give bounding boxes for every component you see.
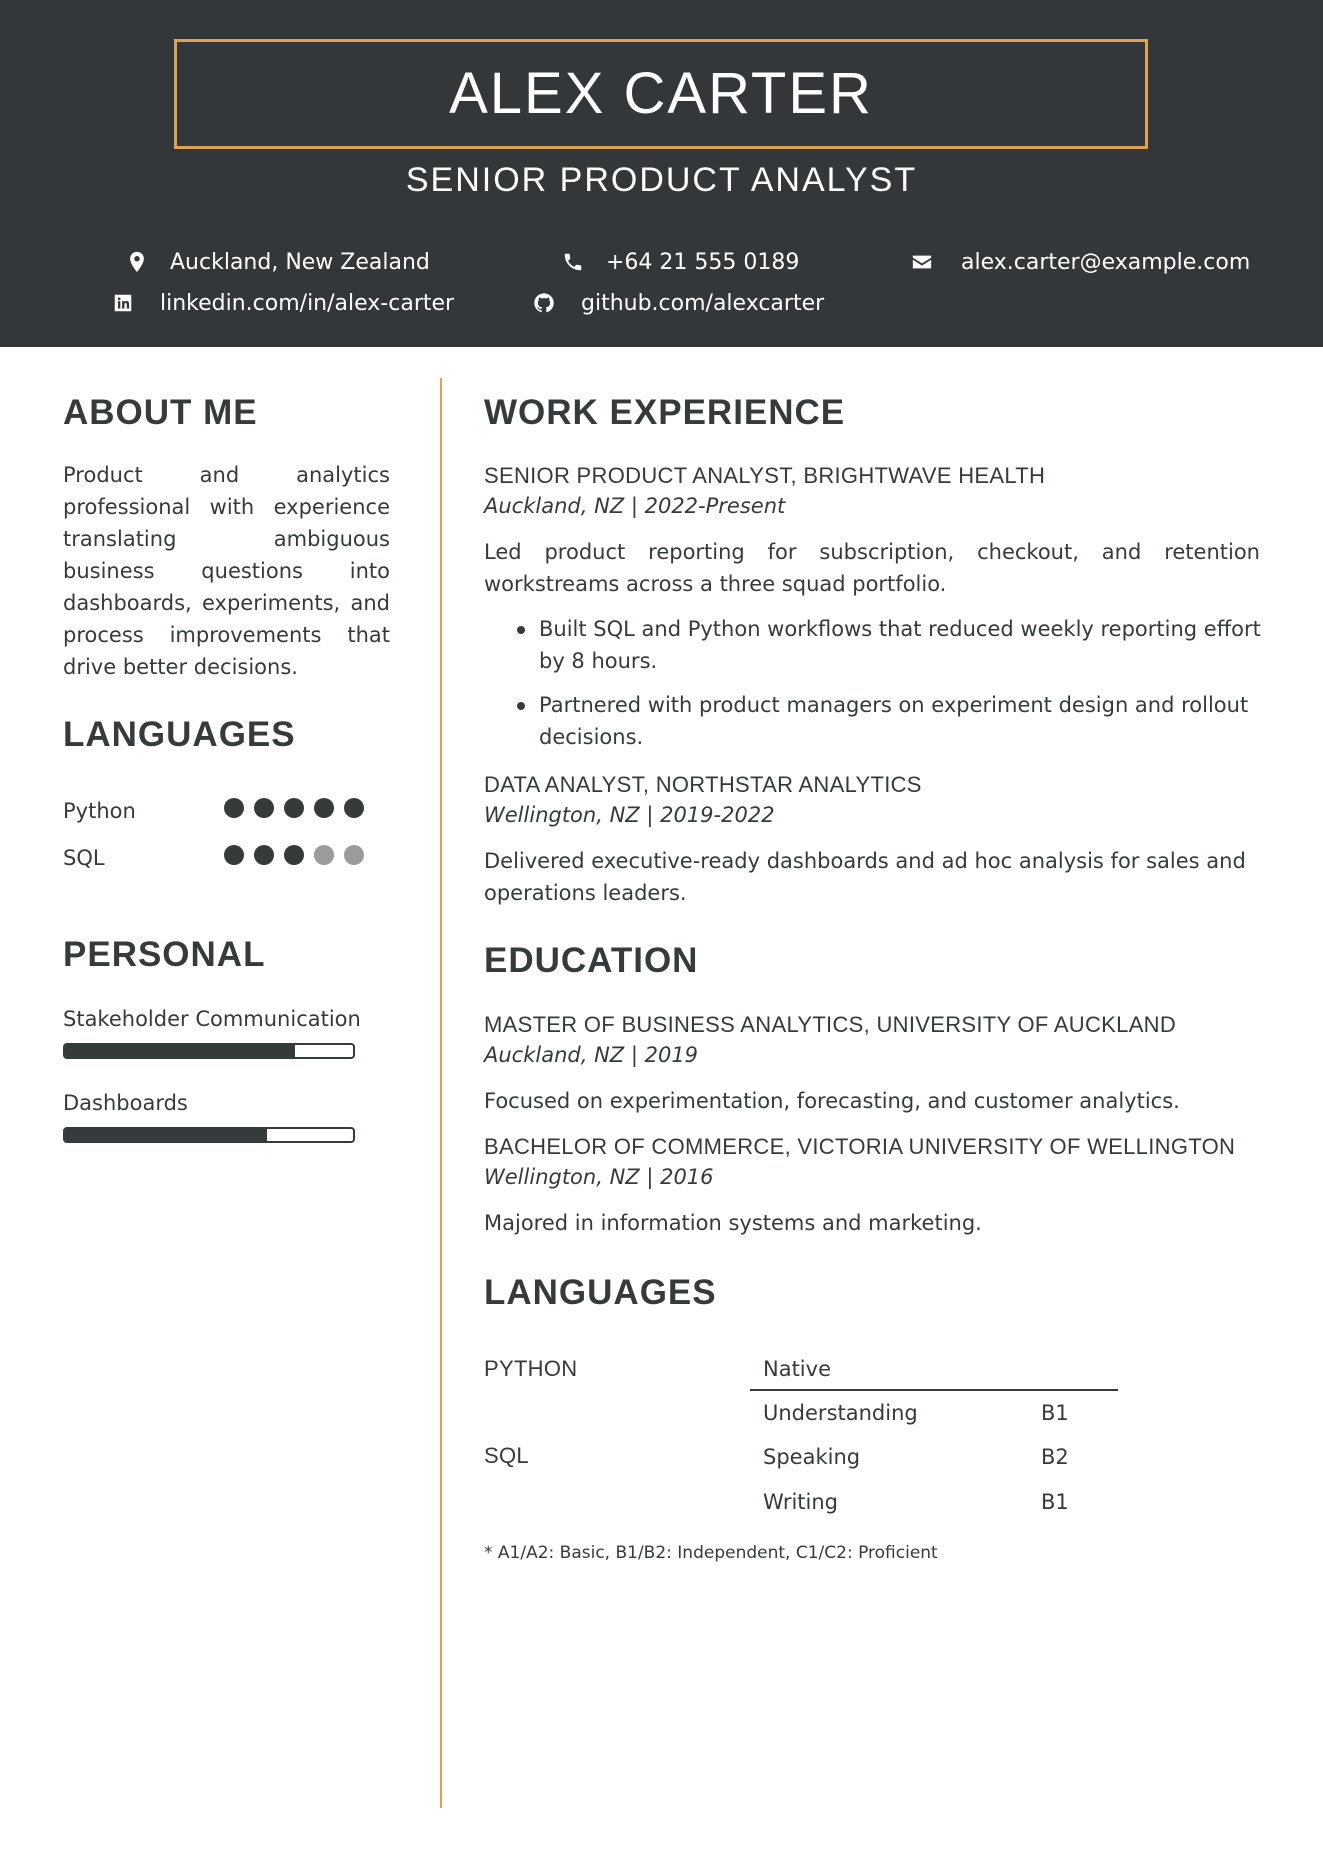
skill-bar <box>63 1127 355 1143</box>
job-bullets <box>539 613 1261 765</box>
job-meta: Auckland, NZ | 2022-Present <box>484 494 786 518</box>
contact-location <box>124 249 430 275</box>
lang-table-language: SQL <box>484 1443 529 1468</box>
linkedin-icon <box>110 290 136 316</box>
skill-bar-fill <box>65 1129 267 1141</box>
contact-github <box>531 290 824 316</box>
name-frame <box>174 39 1148 149</box>
degree-meta: Auckland, NZ | 2019 <box>484 1043 699 1067</box>
contact-linkedin <box>110 290 454 316</box>
lang-table-skill: Writing <box>763 1490 838 1514</box>
degree-meta: Wellington, NZ | 2016 <box>484 1165 714 1189</box>
rating-dot-filled <box>254 845 274 865</box>
work-heading: WORK EXPERIENCE <box>484 393 846 432</box>
rating-dots <box>224 798 374 823</box>
skill-bar <box>63 1043 355 1059</box>
lang-table-grade: B2 <box>1041 1445 1069 1469</box>
languages-main-heading: LANGUAGES <box>484 1273 717 1312</box>
github-link[interactable]: github.com/alexcarter <box>581 290 825 316</box>
language-python <box>63 798 374 823</box>
column-divider <box>440 378 442 1808</box>
lang-table-skill: Understanding <box>763 1401 918 1425</box>
rating-dot-filled <box>314 798 334 818</box>
job-title: SENIOR PRODUCT ANALYST, BRIGHTWAVE HEALTH <box>484 463 1046 488</box>
lang-table-skill: Speaking <box>763 1445 861 1469</box>
phone-text: +64 21 555 0189 <box>606 249 800 275</box>
linkedin-link[interactable]: linkedin.com/in/alex-carter <box>160 290 455 316</box>
list-item: Partnered with product managers on experiment design and rollout decisions. <box>539 689 1261 753</box>
job-summary: Delivered executive-ready dashboards and ad hoc analysis for sales and operations leaders. <box>484 849 1246 905</box>
rating-dot-filled <box>254 798 274 818</box>
rating-dot-filled <box>344 798 364 818</box>
language-name: SQL <box>63 845 105 870</box>
rating-dot-empty <box>314 845 334 865</box>
lang-table-grade: B1 <box>1041 1490 1069 1514</box>
rating-dot-filled <box>224 845 244 865</box>
skill-label: Stakeholder Communication <box>63 1007 361 1031</box>
job-title: DATA ANALYST, NORTHSTAR ANALYTICS <box>484 772 922 797</box>
personal-heading: PERSONAL <box>63 935 266 974</box>
degree-summary: Majored in information systems and marketing. <box>484 1211 982 1235</box>
degree-title: MASTER OF BUSINESS ANALYTICS, UNIVERSITY OF AUCKLAND <box>484 1012 1177 1037</box>
degree-summary: Focused on experimentation, forecasting, and customer analytics. <box>484 1089 1180 1113</box>
rating-dot-filled <box>284 798 304 818</box>
rating-dots <box>224 845 374 870</box>
education-heading: EDUCATION <box>484 941 699 980</box>
degree-title: BACHELOR OF COMMERCE, VICTORIA UNIVERSITY OF WELLINGTON <box>484 1134 1236 1159</box>
about-heading: ABOUT ME <box>63 393 258 432</box>
language-name: Python <box>63 798 136 823</box>
languages-heading: LANGUAGES <box>63 715 296 754</box>
phone-icon <box>560 249 586 275</box>
lang-table-rule <box>750 1389 1118 1391</box>
about-text: Product and analytics professional with experience translating ambiguous business questions into dashboards, experiments, and process improvements that drive better decisions. <box>63 463 390 679</box>
email-link[interactable]: alex.carter@example.com <box>961 249 1251 275</box>
resume-header <box>0 0 1323 347</box>
map-pin-icon <box>124 249 150 275</box>
lang-table-level: Native <box>763 1357 831 1381</box>
rating-dot-filled <box>224 798 244 818</box>
contact-email <box>909 249 1250 275</box>
skill-bar-fill <box>65 1045 295 1057</box>
rating-dot-filled <box>284 845 304 865</box>
cefr-footnote: * A1/A2: Basic, B1/B2: Independent, C1/C2: Proficient <box>484 1543 938 1563</box>
skill-label: Dashboards <box>63 1091 188 1115</box>
list-item: Built SQL and Python workflows that reduced weekly reporting effort by 8 hours. <box>539 613 1261 677</box>
candidate-name: ALEX CARTER <box>449 61 873 126</box>
envelope-icon <box>909 249 935 275</box>
lang-table-grade: B1 <box>1041 1401 1069 1425</box>
github-icon <box>531 290 557 316</box>
job-meta: Wellington, NZ | 2019-2022 <box>484 803 775 827</box>
job-summary: Led product reporting for subscription, checkout, and retention workstreams across a three squad portfolio. <box>484 540 1260 596</box>
job-headline: SENIOR PRODUCT ANALYST <box>405 161 918 199</box>
language-sql <box>63 845 374 870</box>
lang-table-language: PYTHON <box>484 1356 578 1381</box>
contact-phone <box>560 249 799 275</box>
location-text: Auckland, New Zealand <box>170 249 430 275</box>
rating-dot-empty <box>344 845 364 865</box>
